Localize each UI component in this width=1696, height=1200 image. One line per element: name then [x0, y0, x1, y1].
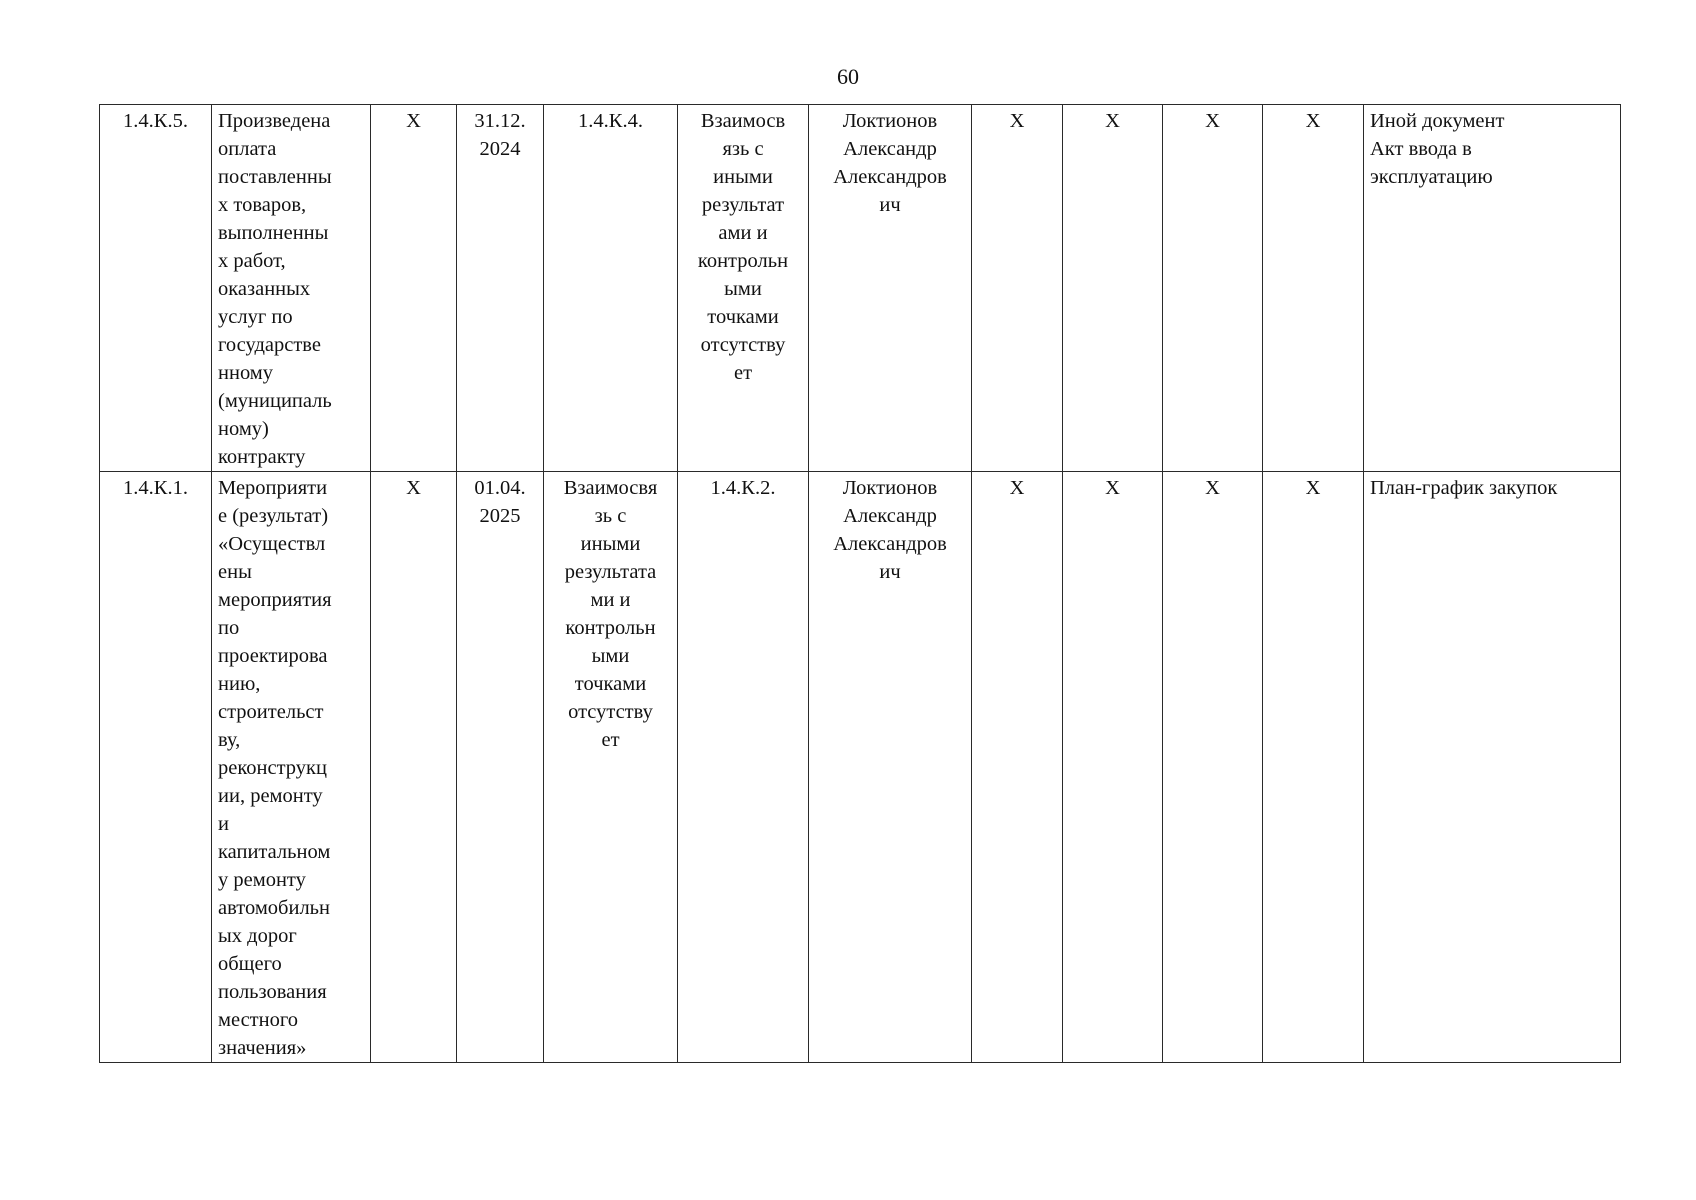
row-name-line: пользования	[218, 981, 327, 1003]
row-prev-line: иными	[580, 533, 641, 555]
row-mark: X	[406, 110, 421, 132]
row-name-cell	[212, 105, 371, 472]
row-name-line: общего	[218, 953, 282, 975]
row-mark-cell	[1063, 472, 1163, 1063]
row-responsible-line: ич	[879, 194, 901, 216]
row-name-line: местного	[218, 1009, 299, 1031]
row-link-line: язь с	[722, 138, 764, 160]
row-next-code: 1.4.К.2.	[710, 477, 776, 499]
row-prev-line: зь с	[594, 505, 627, 527]
row-prev-line: отсутству	[568, 701, 653, 723]
row-document-line: Акт ввода в	[1370, 138, 1472, 160]
row-mark: X	[1105, 110, 1120, 132]
row-link-line: результат	[701, 194, 785, 216]
row-code: 1.4.К.5.	[123, 110, 188, 132]
row-name-line: капитальном	[218, 841, 331, 863]
row-prev-line: точками	[574, 673, 647, 695]
control-points-table	[99, 104, 1621, 1063]
row-mark: X	[1009, 110, 1025, 132]
row-name-line: (муниципаль	[218, 390, 332, 412]
row-document-cell	[1364, 472, 1621, 1063]
row-mark: X	[406, 477, 421, 499]
row-name-line: и	[218, 813, 229, 835]
row-date-line: 2024	[479, 138, 521, 160]
row-mark-cell	[371, 472, 457, 1063]
row-name-line: ых дорог	[218, 925, 297, 947]
row-prev-line: Взаимосвя	[563, 477, 658, 499]
row-date-cell	[457, 472, 544, 1063]
row-name-line: значения»	[218, 1037, 307, 1059]
row-name-line: Произведена	[218, 110, 331, 132]
row-name-line: услуг по	[218, 306, 293, 328]
row-responsible-cell	[809, 105, 972, 472]
row-name-line: нному	[218, 362, 274, 384]
row-name-line: реконструкц	[218, 757, 327, 779]
row-mark: X	[1009, 477, 1025, 499]
row-responsible-line: Александр	[843, 505, 937, 527]
row-prev-line: контрольн	[565, 617, 656, 639]
row-name-line: выполненны	[218, 222, 329, 244]
table-row	[100, 105, 1621, 472]
row-prev-line: ет	[601, 729, 620, 751]
row-name-line: «Осуществл	[218, 533, 326, 555]
row-mark-cell	[1263, 105, 1364, 472]
row-mark-cell	[972, 472, 1063, 1063]
row-name-line: ву,	[218, 729, 241, 751]
row-name-line: автомобильн	[218, 897, 330, 919]
row-mark: X	[1305, 477, 1321, 499]
row-name-line: мероприятия	[218, 589, 332, 611]
row-link-line: ыми	[724, 278, 762, 300]
row-prev-cell	[544, 105, 678, 472]
row-code-cell	[100, 472, 212, 1063]
row-document-line: План-график закупок	[1370, 477, 1558, 499]
row-mark-cell	[972, 105, 1063, 472]
row-link-line: Взаимосв	[700, 110, 786, 132]
row-name-cell	[212, 472, 371, 1063]
row-link-line: отсутству	[700, 334, 786, 356]
row-link-line: ет	[733, 362, 753, 384]
row-name-line: нию,	[218, 673, 261, 695]
row-prev-cell	[544, 472, 678, 1063]
row-name-line: контракту	[218, 446, 306, 468]
row-mark: X	[1305, 110, 1321, 132]
row-responsible-line: ич	[879, 561, 901, 583]
row-name-line: х товаров,	[218, 194, 307, 216]
row-name-line: государстве	[218, 334, 321, 356]
row-mark-cell	[1163, 472, 1263, 1063]
row-date-line: 01.04.	[474, 477, 526, 499]
row-responsible-line: Александров	[833, 533, 947, 555]
row-next-cell	[678, 472, 809, 1063]
row-name-line: оказанных	[218, 278, 311, 300]
page-number: 60	[837, 64, 859, 89]
row-code: 1.4.К.1.	[123, 477, 188, 499]
row-responsible-line: Александр	[843, 138, 937, 160]
row-prev-line: результата	[564, 561, 657, 583]
row-link-line: иными	[713, 166, 773, 188]
row-link-line: контрольн	[697, 250, 789, 272]
row-link-cell	[678, 105, 809, 472]
row-prev-code: 1.4.К.4.	[578, 110, 643, 132]
row-responsible-line: Александров	[833, 166, 947, 188]
row-name-line: ии, ремонту	[218, 785, 323, 807]
row-document-line: Иной документ	[1370, 110, 1505, 132]
row-name-line: поставленны	[218, 166, 332, 188]
row-responsible-line: Локтионов	[842, 110, 938, 132]
row-name-line: Мероприяти	[218, 477, 328, 499]
row-mark: X	[1205, 110, 1220, 132]
row-document-line: эксплуатацию	[1370, 166, 1493, 188]
row-mark: X	[1205, 477, 1220, 499]
row-mark: X	[1105, 477, 1120, 499]
row-name-line: у ремонту	[218, 869, 306, 891]
row-name-line: х работ,	[218, 250, 286, 272]
row-name-line: оплата	[218, 138, 277, 160]
row-name-line: ному)	[218, 418, 269, 440]
row-document-cell	[1364, 105, 1621, 472]
table-row	[100, 472, 1621, 1063]
row-prev-line: ыми	[591, 645, 630, 667]
row-name-line: е (результат)	[218, 505, 329, 527]
row-code-cell	[100, 105, 212, 472]
row-date-line: 31.12.	[474, 110, 526, 132]
row-mark-cell	[371, 105, 457, 472]
row-name-line: ены	[218, 561, 252, 583]
row-prev-line: ми и	[590, 589, 631, 611]
row-responsible-cell	[809, 472, 972, 1063]
row-date-cell	[457, 105, 544, 472]
row-mark-cell	[1063, 105, 1163, 472]
row-mark-cell	[1263, 472, 1364, 1063]
row-name-line: строительст	[218, 701, 324, 723]
row-name-line: проектирова	[218, 645, 328, 667]
row-name-line: по	[218, 617, 240, 639]
row-responsible-line: Локтионов	[842, 477, 938, 499]
row-link-line: ами и	[718, 222, 768, 244]
row-link-line: точками	[707, 306, 779, 328]
row-mark-cell	[1163, 105, 1263, 472]
row-date-line: 2025	[479, 505, 521, 527]
